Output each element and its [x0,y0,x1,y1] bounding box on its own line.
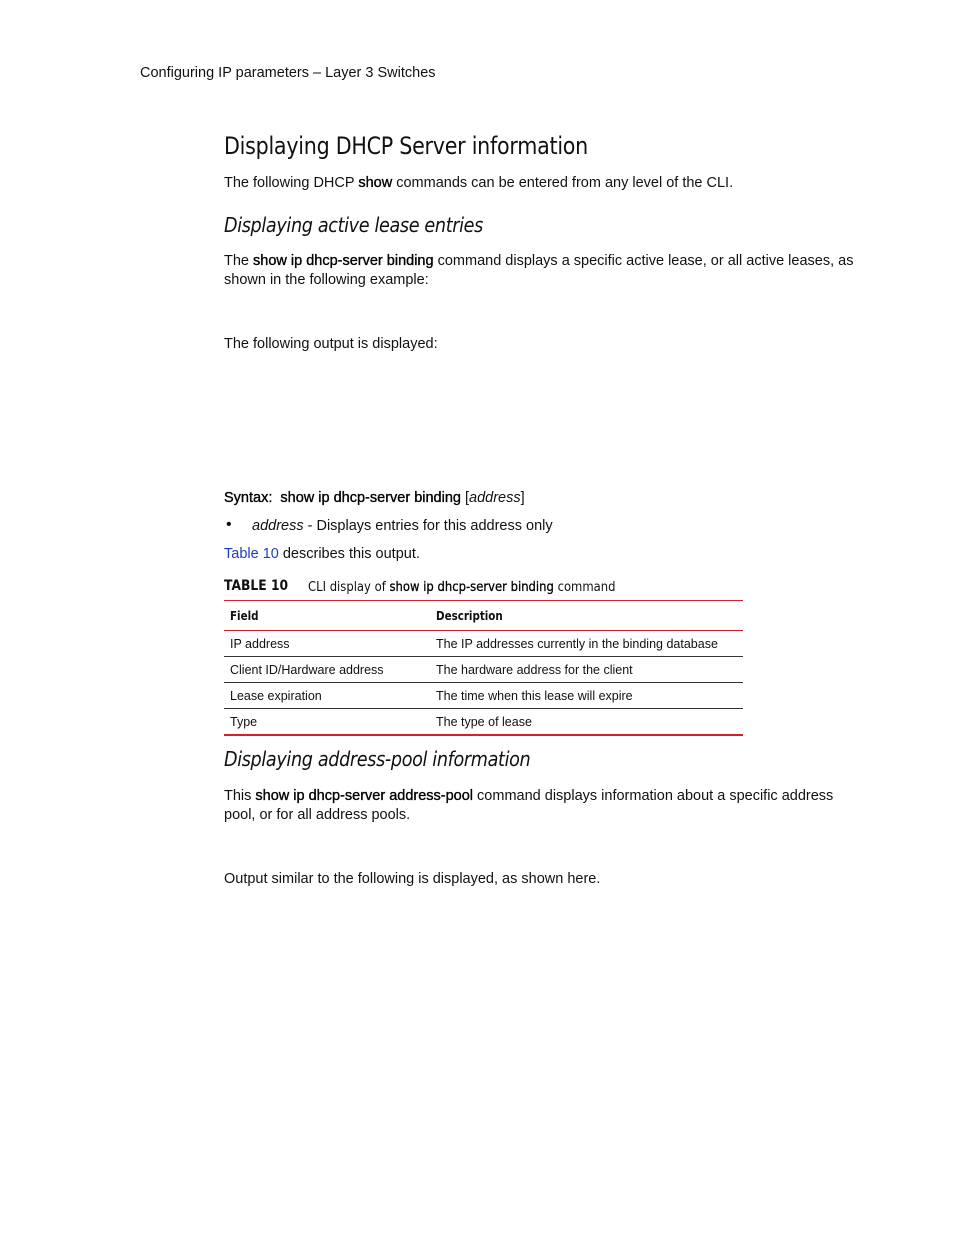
table-header-field: Field [230,608,259,623]
active-lease-command: show ip dhcp-server binding [253,253,434,269]
syntax-label: Syntax: [224,490,273,506]
table-caption-label: TABLE 10 [224,578,289,594]
table-caption-before: CLI display of [308,579,390,595]
table-cell-description: The type of lease [436,714,532,729]
bullet-icon: • [226,516,232,533]
table-cell-description: The time when this lease will expire [436,688,633,703]
intro-text-after: commands can be entered from any level of the CLI. [392,175,734,191]
binding-output-table [224,600,743,736]
table-row [224,683,743,709]
table-cell-field: Client ID/Hardware address [230,662,384,677]
bullet-item [252,517,852,536]
table-cell-field: IP address [230,636,290,651]
table-row [224,631,743,657]
address-pool-text-before: This [224,788,256,804]
table-cell-field: Lease expiration [230,688,322,703]
table-caption [308,579,616,595]
table-caption-after: command [553,579,616,595]
active-lease-text-after: command displays a specific active lease, or all active leases, as shown in the following example: [224,253,854,288]
section-intro [224,174,864,193]
active-lease-title: Displaying active lease entries [224,213,483,237]
section-title: Displaying DHCP Server information [224,132,588,160]
active-lease-output-intro: The following output is displayed: [224,336,438,352]
address-pool-title: Displaying address-pool information [224,747,531,771]
syntax-command: show ip dhcp-server binding [280,490,461,506]
table-reference [224,545,864,564]
table-header-description: Description [436,608,503,623]
syntax-parameter: address [469,490,521,506]
intro-command: show [358,175,393,191]
table-cell-description: The IP addresses currently in the binding database [436,636,718,651]
table-cell-field: Type [230,714,258,729]
address-pool-paragraph [224,787,854,825]
table-row [224,709,743,736]
active-lease-paragraph [224,252,864,290]
table-row [224,657,743,683]
table-caption-command: show ip dhcp-server binding [389,579,554,595]
bullet-parameter: address [252,518,304,534]
table-10-link[interactable]: Table 10 [224,546,279,562]
intro-text-before: The following DHCP [224,175,359,191]
running-header: Configuring IP parameters – Layer 3 Switches [140,65,436,81]
table-reference-text: describes this output. [278,546,420,562]
address-pool-text-after: command displays information about a specific address pool, or for all address pools. [224,788,834,823]
address-pool-output-intro: Output similar to the following is displayed, as shown here. [224,871,601,887]
table-header-row [224,601,743,631]
syntax-line [224,489,864,508]
bullet-description: - Displays entries for this address only [303,518,553,534]
syntax-close-bracket: ] [520,490,525,506]
syntax-open-bracket: [ [460,490,470,506]
table-cell-description: The hardware address for the client [436,662,633,677]
active-lease-text-before: The [224,253,254,269]
address-pool-command: show ip dhcp-server address-pool [255,788,474,804]
